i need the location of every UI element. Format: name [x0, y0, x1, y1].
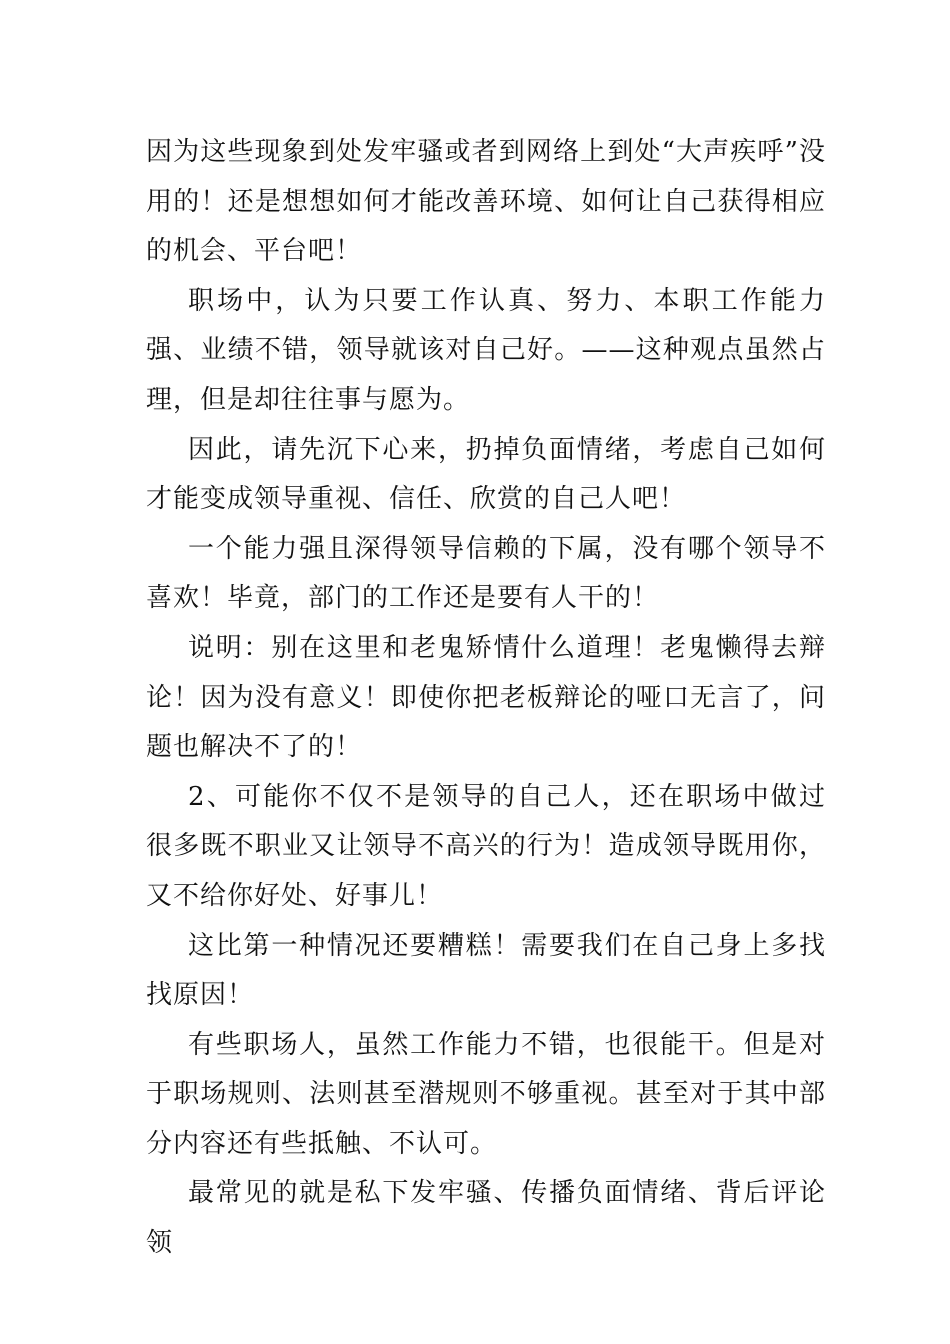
paragraph-6: 2、可能你不仅不是领导的自己人，还在职场中做过很多既不职业又让领导不高兴的行为！造成领导既用你，又不给你好处、好事儿！	[146, 781, 826, 911]
document-body	[146, 128, 826, 1269]
paragraph-5: 说明：别在这里和老鬼矫情什么道理！老鬼懒得去辩论！因为没有意义！即使你把老板辩论的哑口无言了，问题也解决不了的！	[146, 632, 826, 763]
paragraph-3: 因此，请先沉下心来，扔掉负面情绪，考虑自己如何才能变成领导重视、信任、欣赏的自己人吧！	[146, 434, 826, 515]
paragraph-2: 职场中，认为只要工作认真、努力、本职工作能力强、业绩不错，领导就该对自己好。——这种观点虽然占理，但是却往往事与愿为。	[146, 285, 826, 415]
paragraph-4: 一个能力强且深得领导信赖的下属，没有哪个领导不喜欢！毕竟，部门的工作还是要有人干的！	[146, 533, 826, 614]
paragraph-7: 这比第一种情况还要糟糕！需要我们在自己身上多找找原因！	[146, 930, 826, 1011]
paragraph-9: 最常见的就是私下发牢骚、传播负面情绪、背后评论领	[146, 1178, 826, 1259]
paragraph-1: 因为这些现象到处发牢骚或者到网络上到处“大声疾呼”没用的！还是想想如何才能改善环境、如何让自己获得相应的机会、平台吧！	[146, 137, 826, 267]
paragraph-8: 有些职场人，虽然工作能力不错，也很能干。但是对于职场规则、法则甚至潜规则不够重视。甚至对于其中部分内容还有些抵触、不认可。	[146, 1029, 826, 1159]
